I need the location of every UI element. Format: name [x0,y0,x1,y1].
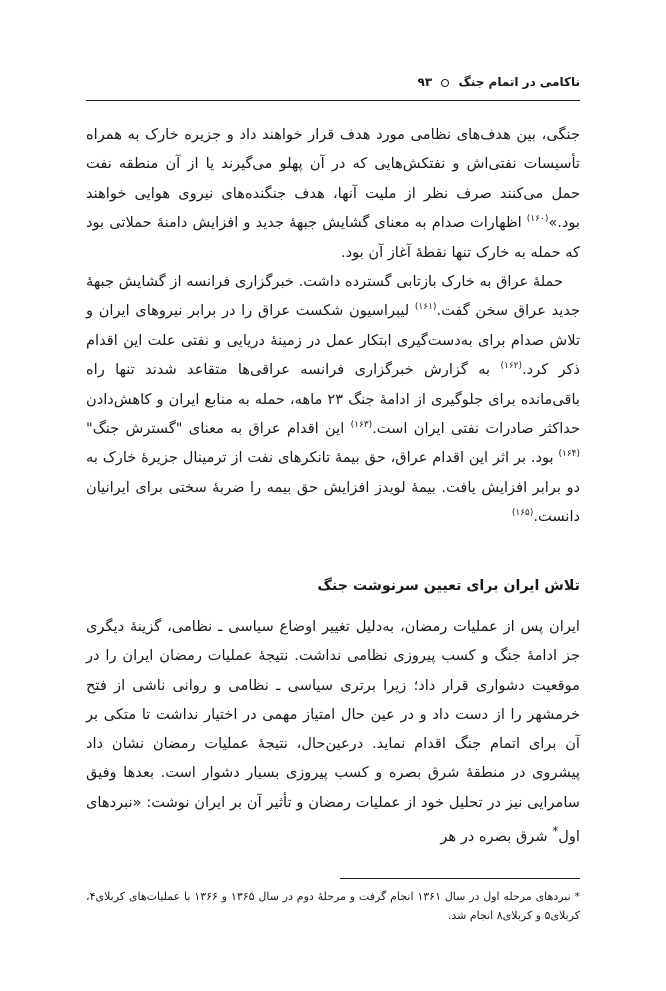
footnote-ref: (۱۶۱) [414,302,437,313]
running-head [414,75,581,89]
text-run: شرق بصره در هر [440,827,553,845]
footnote-ref: (۱۶۴) [558,449,580,460]
page-number: ۹۳ [417,75,433,89]
text-run: لیبراسیون شکست عراق را در برابر نیروهای ایران و تلاش صدام برای به‌دست‌گیری ابتکار عمل در زمینۀ دریایی و نفتی علت این اقدام ذکر کرد. [86,302,581,379]
text-run: حملۀ عراق به خارک بازتابی گسترده داشت. خبرگزاری فرانسه از گشایش جبهۀ جدید عراق سخن گفت. [86,273,580,320]
text-run: این اقدام عراق به معنای "گسترش جنگ" [86,420,351,438]
section-body [86,612,580,851]
paragraph [86,120,580,267]
footnote-ref: (۱۶۳) [350,420,373,431]
body-text [86,120,580,532]
section-heading: تلاش ایران برای تعیین سرنوشت جنگ [317,578,580,594]
text-run: بود. بر اثر این اقدام عراق، حق بیمۀ تانکرهای نفت از ترمینال جزیرۀ خارک به دو برابر افزایش یافت. بیمۀ لویدز افزایش حق بیمه را ضربۀ سختی برای ایرانیان دانست. [86,449,580,526]
footnote-ref: (۱۶۰) [526,214,549,225]
text-run: اظهارات صدام به معنای گشایش جبهۀ جدید و افزایش دامنۀ حملاتی بود که حمله به خارک تنها نقطۀ آغاز آن بود. [86,214,580,261]
section-paragraph [86,612,580,851]
text-run: به گزارش خبرگزاری فرانسه عراقی‌ها متقاعد شدند تنها راه باقی‌مانده برای جلوگیری از ادامۀ جنگ ۲۳ ماهه، حمله به منابع ایران و کاهش‌دادن حداکثر صادرات نفتی ایران است. [86,361,580,438]
footnote-ref: * [552,824,559,839]
footnote-ref: (۱۶۵) [511,508,534,519]
text-run: ایران پس از عملیات رمضان، به‌دلیل تغییر اوضاع سیاسی ـ نظامی، گزینۀ دیگری جز ادامۀ جنگ و کسب پیروزی نظامی نداشت. نتیجۀ عملیات رمضان ایران را در موقعیت دشواری قرار داد؛ زیرا برتری سیاسی ـ نظامی و روانی ناشی از فتح خرمشهر را از دست داد و در عین حال امتیاز مهمی در اختیار نداشت تا متکی بر آن برای اتمام جنگ اقدام نماید. درعین‌حال، نتیجۀ عملیات رمضان نشان داد پیشروی در منطقۀ شرق بصره و کسب پیروزی بسیار دشوار است. بعدها وفیق سامرایی نیز در تحلیل خود از عملیات رمضان و تأثیر آن بر ایران نوشت: «نبردهای اول [86,618,580,845]
footnote-ref: (۱۶۲) [500,361,523,372]
footnote [86,887,580,925]
paragraph [86,267,580,532]
footnote-rule [340,878,580,879]
text-run: جنگی، بین هدف‌های نظامی مورد هدف قرار خواهند داد و جزیره خارک به همراه تأسیسات نفتی‌اش و نفتکش‌هایی که در آن پهلو می‌گیرند یا از آن منطقه نفت حمل می‌کنند صرف نظر از ملیت آنها، هدف جنگنده‌های نیروی هوایی خواهند بود.» [86,126,580,232]
circle-ornament-icon [441,79,449,87]
footnote-text: * نبردهای مرحله اول در سال ۱۳۶۱ انجام گرفت و مرحلۀ دوم در سال ۱۳۶۵ و ۱۳۶۶ با عملیات‌های کربلای۴، کربلای۵ و کربلای۸ انجام شد. [86,890,581,922]
header-rule [86,100,580,101]
running-head-title: ناکامی در اتمام جنگ [458,75,580,89]
